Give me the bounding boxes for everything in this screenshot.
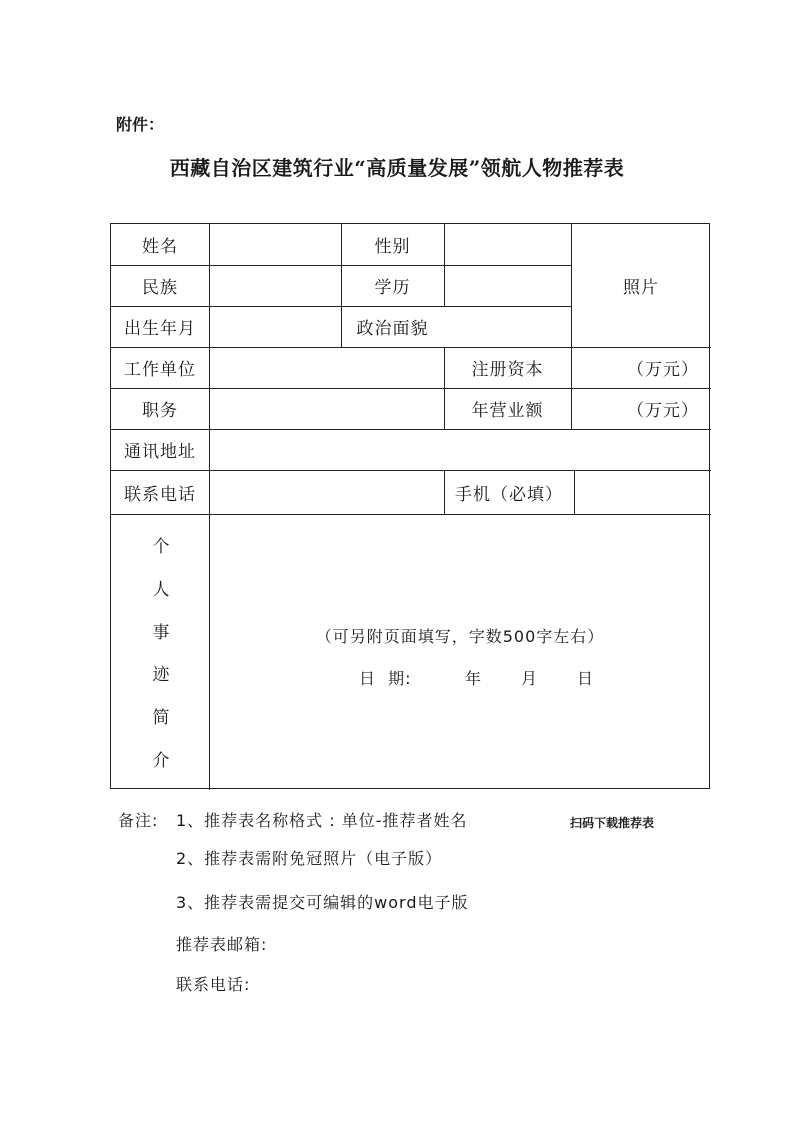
ethnicity-field[interactable] bbox=[209, 265, 341, 306]
photo-label: 照片 bbox=[623, 278, 659, 298]
address-field[interactable] bbox=[209, 429, 711, 470]
registered-capital-field[interactable] bbox=[571, 347, 711, 388]
profile-label bbox=[111, 514, 211, 789]
birth-field[interactable] bbox=[209, 306, 341, 347]
position-label: 职务 bbox=[142, 401, 178, 421]
notes-prefix: 备注: bbox=[118, 811, 159, 830]
note-line-3: 3、推荐表需提交可编辑的word电子版 bbox=[176, 893, 469, 912]
work-unit-label: 工作单位 bbox=[124, 360, 196, 380]
date-month: 月 bbox=[521, 669, 539, 688]
date-label: 日 期: bbox=[359, 669, 412, 688]
recommendation-form-table bbox=[110, 223, 710, 789]
note-phone: 联系电话: bbox=[176, 975, 251, 994]
note-line-2: 2、推荐表需附免冠照片（电子版） bbox=[176, 849, 443, 868]
profile-hint: （可另附页面填写，字数500字左右） bbox=[315, 627, 605, 646]
date-day: 日 bbox=[577, 669, 595, 688]
position-field[interactable] bbox=[209, 388, 444, 429]
name-field[interactable] bbox=[209, 224, 341, 265]
contact-phone-label: 联系电话 bbox=[124, 484, 196, 505]
note-email: 推荐表邮箱: bbox=[176, 935, 268, 954]
address-label: 通讯地址 bbox=[124, 442, 196, 462]
profile-field[interactable] bbox=[209, 514, 711, 789]
annual-revenue-field[interactable] bbox=[571, 388, 711, 429]
name-label: 姓名 bbox=[142, 237, 178, 257]
annual-revenue-label: 年营业额 bbox=[471, 401, 544, 421]
gender-label: 性别 bbox=[374, 237, 411, 257]
photo-placeholder[interactable] bbox=[571, 224, 711, 347]
unit-wan: （万元） bbox=[627, 360, 699, 380]
mobile-field[interactable] bbox=[574, 470, 711, 514]
ethnicity-label: 民族 bbox=[142, 278, 178, 298]
form-title: 西藏自治区建筑行业“高质量发展”领航人物推荐表 bbox=[169, 156, 625, 180]
mobile-label: 手机（必填） bbox=[455, 484, 563, 505]
birth-label: 出生年月 bbox=[124, 319, 196, 339]
gender-field[interactable] bbox=[444, 224, 571, 265]
education-label: 学历 bbox=[374, 278, 411, 298]
profile-char: 迹 bbox=[152, 665, 170, 686]
work-unit-field[interactable] bbox=[209, 347, 444, 388]
profile-char: 个 bbox=[152, 536, 170, 557]
profile-char: 人 bbox=[152, 579, 170, 600]
profile-char: 事 bbox=[152, 622, 170, 643]
contact-phone-field[interactable] bbox=[209, 470, 444, 514]
profile-char: 介 bbox=[152, 751, 170, 772]
scan-download-label: 扫码下载推荐表 bbox=[570, 816, 655, 830]
profile-char: 简 bbox=[152, 708, 170, 729]
education-field[interactable] bbox=[444, 265, 571, 306]
date-year: 年 bbox=[465, 669, 483, 688]
unit-wan: （万元） bbox=[627, 401, 699, 421]
note-line-1: 1、推荐表名称格式 : 单位-推荐者姓名 bbox=[176, 811, 468, 830]
political-status-field[interactable] bbox=[444, 306, 571, 347]
registered-capital-label: 注册资本 bbox=[471, 360, 544, 380]
attachment-label: 附件： bbox=[116, 115, 165, 134]
political-status-label: 政治面貌 bbox=[356, 319, 429, 339]
